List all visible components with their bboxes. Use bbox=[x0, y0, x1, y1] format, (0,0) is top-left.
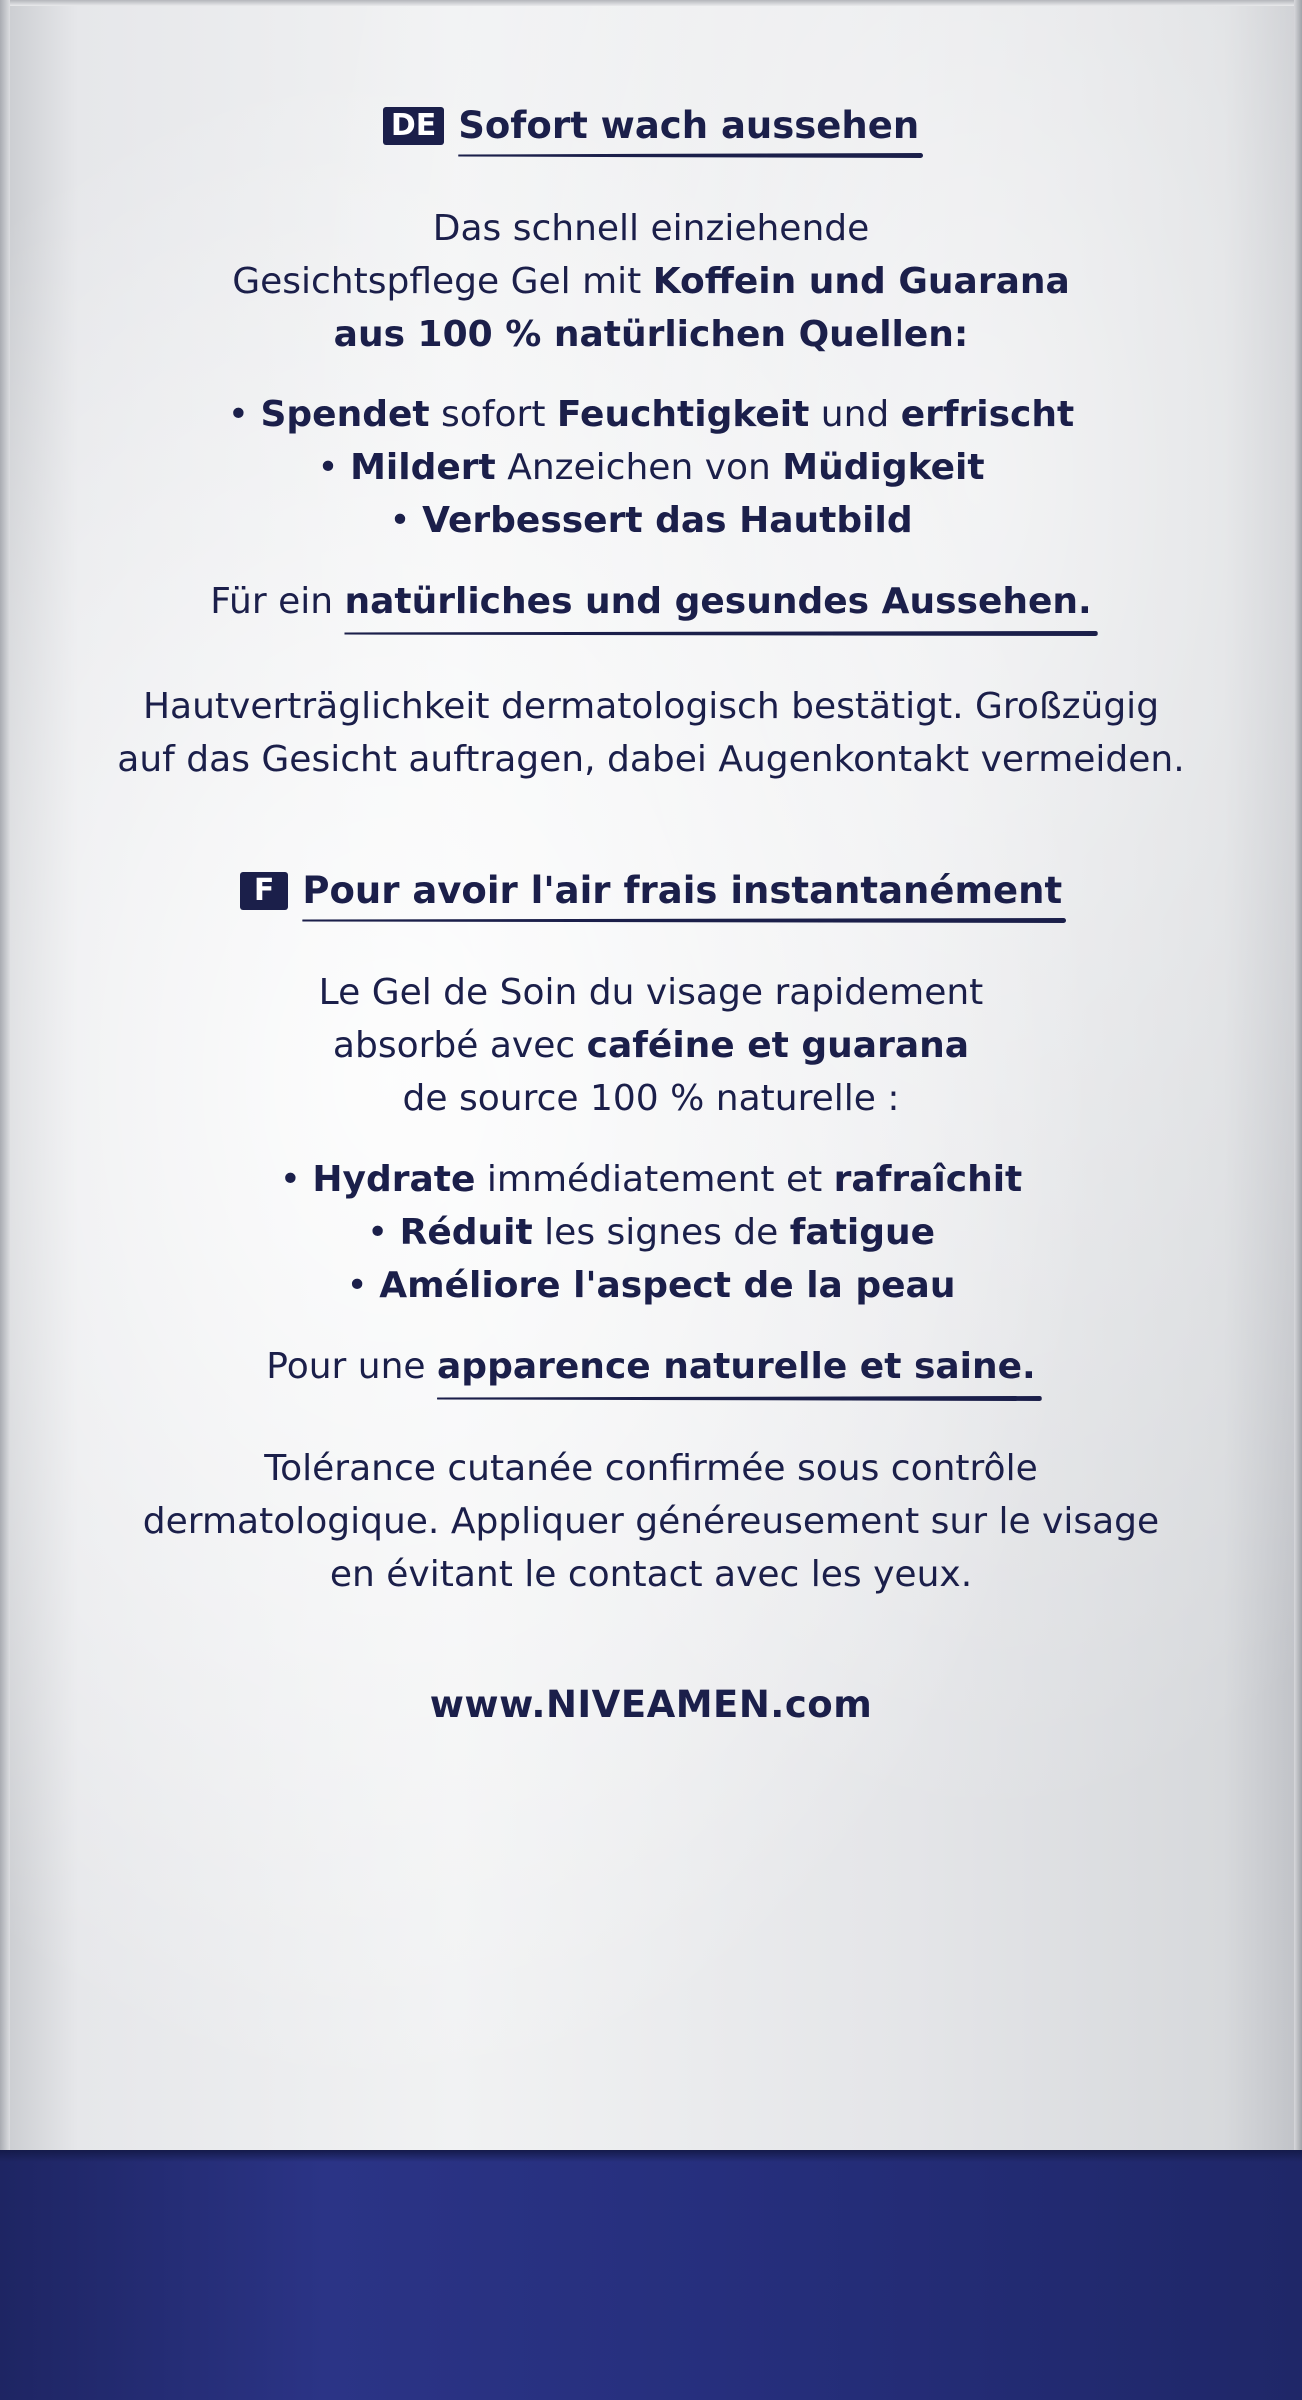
fr-intro bbox=[0, 966, 1302, 1125]
fr-usage-note bbox=[0, 1442, 1302, 1601]
de-note-line-2: auf das Gesicht auftragen, dabei Augenkontakt vermeiden. bbox=[117, 739, 1185, 780]
fr-heading bbox=[0, 869, 1302, 925]
de-intro-line-3: aus 100 % natürlichen Quellen: bbox=[333, 314, 969, 355]
fr-intro-line-3: de source 100 % naturelle : bbox=[402, 1078, 900, 1119]
de-benefits-list bbox=[0, 388, 1302, 547]
fr-claim: Pour une apparence naturelle et saine. bbox=[0, 1340, 1302, 1393]
fr-benefit-2: • Réduit les signes de fatigue bbox=[366, 1212, 936, 1253]
fr-language-badge: F bbox=[240, 872, 289, 910]
de-intro-line-2: Gesichtspflege Gel mit Koffein und Guarana bbox=[232, 261, 1070, 302]
de-heading-text: Sofort wach aussehen bbox=[458, 104, 919, 148]
fr-note-line-2: dermatologique. Appliquer généreusement sur le visage bbox=[142, 1501, 1160, 1542]
de-benefit-1: • Spendet sofort Feuchtigkeit und erfrischt bbox=[227, 394, 1075, 435]
de-claim: Für ein natürliches und gesundes Aussehen. bbox=[0, 575, 1302, 628]
de-heading-underline bbox=[458, 153, 923, 158]
fr-intro-line-1: Le Gel de Soin du visage rapidement bbox=[318, 972, 984, 1013]
fr-note-line-3: en évitant le contact avec les yeux. bbox=[329, 1554, 973, 1595]
fr-benefit-1: • Hydrate immédiatement et rafraîchit bbox=[279, 1159, 1023, 1200]
fr-intro-line-2: absorbé avec caféine et guarana bbox=[332, 1025, 970, 1066]
de-heading bbox=[0, 104, 1302, 160]
fr-claim-underline bbox=[437, 1396, 1042, 1401]
fr-note-line-1: Tolérance cutanée confirmée sous contrôle bbox=[264, 1448, 1038, 1489]
de-benefit-3: • Verbessert das Hautbild bbox=[389, 500, 913, 541]
de-benefit-2: • Mildert Anzeichen von Müdigkeit bbox=[317, 447, 985, 488]
fr-benefits-list bbox=[0, 1153, 1302, 1312]
website-url: www.NIVEAMEN.com bbox=[429, 1683, 873, 1726]
fr-benefit-3: • Améliore l'aspect de la peau bbox=[346, 1265, 956, 1306]
fr-heading-underline bbox=[302, 918, 1066, 923]
fr-heading-text: Pour avoir l'air frais instantanément bbox=[302, 869, 1062, 913]
de-usage-note bbox=[0, 680, 1302, 786]
panel-top-edge bbox=[0, 0, 1302, 6]
de-intro bbox=[0, 202, 1302, 361]
de-intro-line-1: Das schnell einziehende bbox=[432, 208, 870, 249]
de-claim-underline bbox=[344, 631, 1097, 636]
bottom-color-band bbox=[0, 2150, 1302, 2400]
de-note-line-1: Hautverträglichkeit dermatologisch bestätigt. Großzügig bbox=[142, 686, 1160, 727]
de-language-badge: DE bbox=[383, 107, 444, 145]
